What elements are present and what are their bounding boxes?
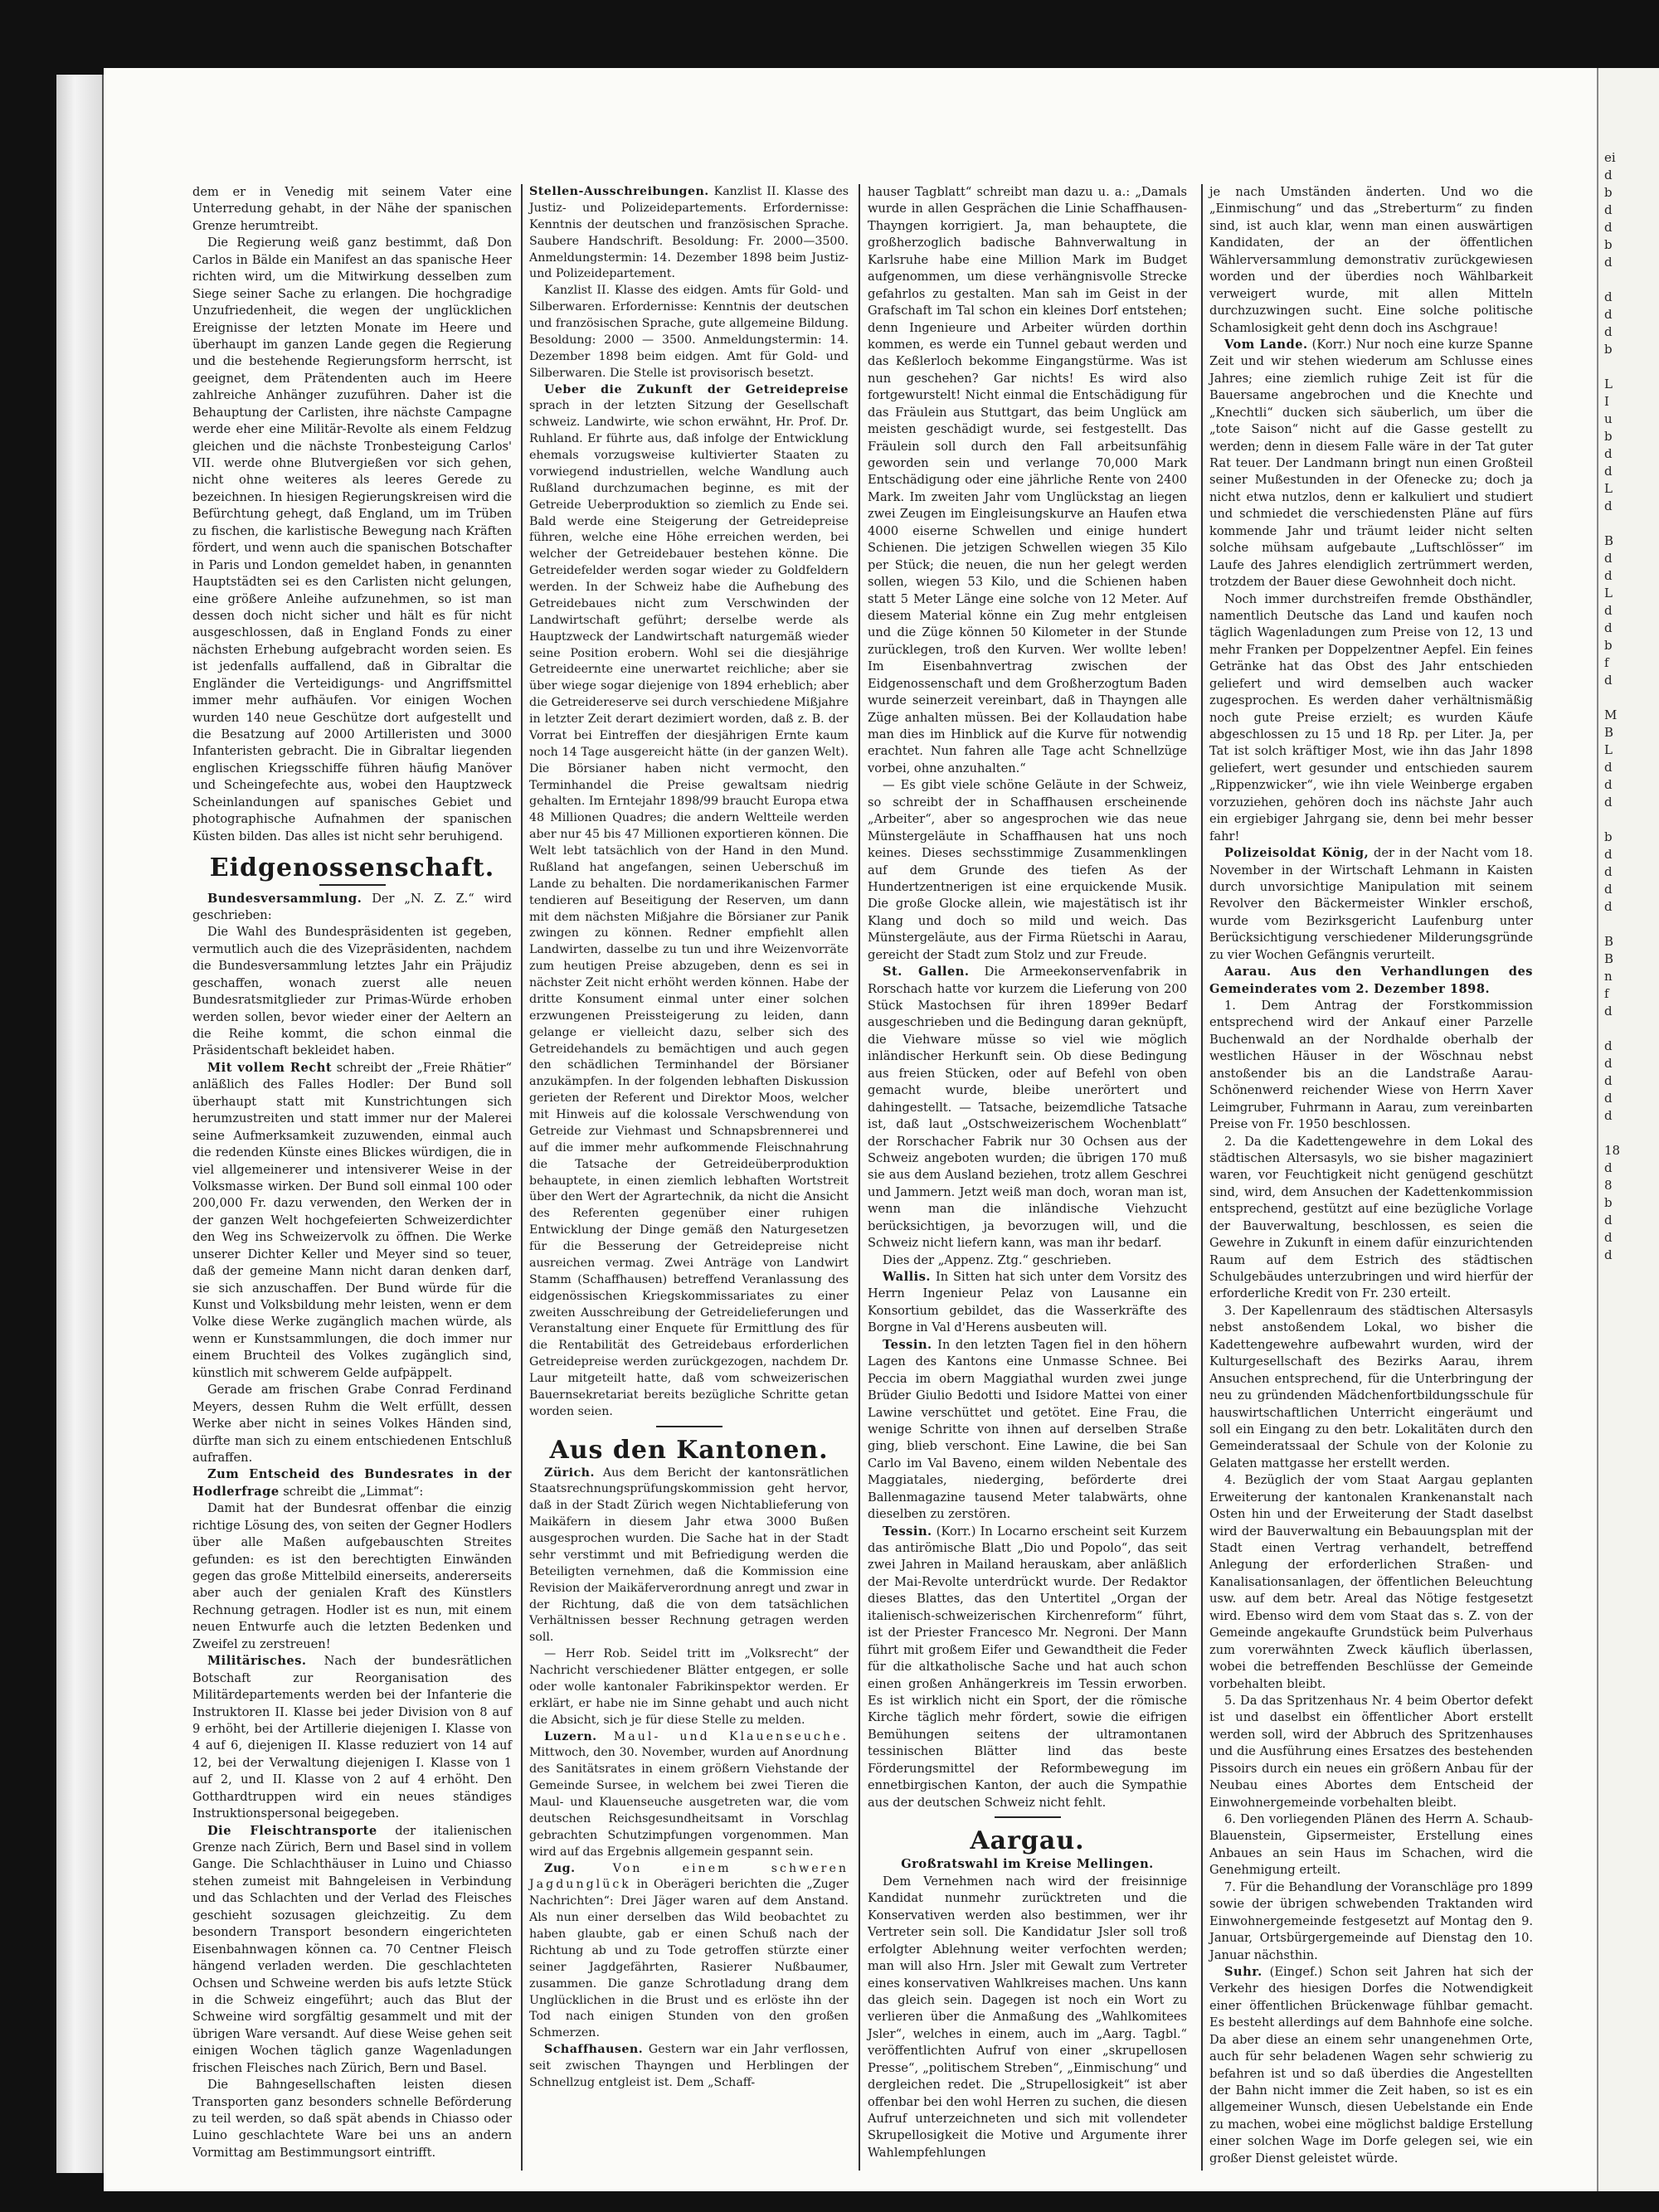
headline: Zürich.: [544, 1466, 595, 1480]
paragraph: — Es gibt viele schöne Geläute in der Schweiz, so schreibt der in Schaffhausen erscheinende „Arbeiter“, aber so angesprochen wie das neue Münstergeläute in Schaffhausen hat uns noch keines. Dieses sechsstimmige Zusammenklingen auf dem Grunde des tiefen As der Hundertzentnerigen ist eine erquickende Musik. Die große Glocke allein, wie majestätisch ist ihr Klang und doch so mild und weich. Das Münstergeläute, aus der Firma Rüetschi in Aarau, gereicht der Stadt zum Stolz und zur Freude.: [868, 778, 1187, 962]
headline: Schaffhausen.: [544, 2043, 644, 2057]
headline: Zug.: [544, 1861, 576, 1875]
headline: Mit vollem Recht: [207, 1060, 333, 1075]
headline: Suhr.: [1224, 1964, 1262, 1979]
paragraph: der italienischen Grenze nach Zürich, Bern und Basel sind in vollem Gange. Die Schlachthäuser in Luino und Chiasso stehen zumeist mit Bahngeleisen in Verbindung und das Schlachten und der Verlad des Fleisches geschieht sozusagen gleichzeitig. Zu dem besondern Transport besondern eingerichteten Eisenbahnwagen können ca. 70 Centner Fleisch hängend verladen werden. Die geschlachteten Ochsen und Schweine werden bis aufs letzte Stück in die Schweiz eingeführt; auch das Blut der Schweine wird sorgfältig gesammelt und mit der übrigen Ware versandt. Auf diese Weise gehen seit einigen Wochen täglich ganze Wagenladungen frischen Fleisches nach Zürich, Bern und Basel.: [192, 1823, 512, 2075]
headline: Bundesversammlung.: [207, 891, 362, 906]
subheadline: Von einem schweren Jagdunglück: [529, 1861, 849, 1892]
headline: Luzern.: [544, 1729, 597, 1743]
paragraph: In den letzten Tagen fiel in den höhern Lagen des Kantons eine Unmasse Schnee. Bei Peccia im obern Maggiathal wurden zwei junge Brüder Giulio Bedotti und Isidore Mattei von einer Lawine verschüttet und getötet. Eine Frau, die wenige Schritte von ihnen auf derselben Straße ging, blieb verschont. Eine Lawine, die bei San Carlo im Val Baveno, einem wilden Nebentale des Maggiatales, niederging, beförderte drei Ballenmagazine tausend Meter talabwärts, ohne dieselben zu zerstören.: [868, 1337, 1187, 1522]
headline: Tessin.: [883, 1524, 932, 1539]
subheadline: Maul- und Klauenseuche.: [613, 1729, 849, 1743]
paragraph: Dies der „Appenz. Ztg.“ geschrieben.: [883, 1252, 1112, 1267]
column-rule: [1201, 184, 1203, 2171]
paragraph: Die Regierung weiß ganz bestimmt, daß Don Carlos in Bälde ein Manifest an das spanische Heer richten wird, um die Mitwirkung desselben zum Siege seiner Sache zu erlangen. Die hochgradige Unzufriedenheit, die wegen der unglücklichen Ereignisse der letzten Monate im Heere und überhaupt im ganzen Lande gegen die Regierung und die bestehende Regierungsform herrscht, ist geeignet, dem Prätendenten auch im Heere zahlreiche Anhänger zuzuführen. Daher ist die Behauptung der Carlisten, ihre nächste Campagne werde eher eine Militär-Revolte als einem Feldzug gleichen und die nächste Tronbesteigung Carlos' VII. werde ohne Blutvergießen vor sich gehen, nicht ohne weiteres als leeres Gerede zu bezeichnen. In hiesigen Regierungskreisen wird die Befürchtung gehegt, daß England, um im Trüben zu fischen, die karlistische Bewegung nach Kräften fördert, und wenn auch die spanischen Botschafter in Paris und London gemeldet haben, in genannten Hauptstädten sei es den Carlisten nicht gelungen, eine größere Anleihe aufzunehmen, so ist man dessen doch nicht sicher und hält es für nicht ausgeschlossen, daß in England Fonds zu einer nächsten Erhebung aufgebracht worden seien. Es ist jedenfalls auffallend, daß in Gibraltar die Engländer die Verteidigungs- und Angriffsmittel immer mehr aufhäufen. Vor einigen Wochen wurden 140 neue Geschütze dort aufgestellt und die Besatzung auf 2000 Artilleristen und 3000 Infanteristen gebracht. Die in Gibraltar liegenden englischen Kriegsschiffe führen häufig Manöver und Scheingefechte aus, wobei den Hauptzweck Scheinlandungen auf spanisches Gebiet und photographische Aufnahmen der spanischen Küsten bilden. Das alles ist nicht sehr beruhigend.: [192, 236, 512, 843]
paragraph: Damit hat der Bundesrat offenbar die einzig richtige Lösung des, von seiten der Gegner Hodlers über alle Maßen aufgebauschten Streites gefunden: es ist den berechtigten Einwänden gegen das große Mittelbild einerseits, andererseits aber auch der genialen Kraft des Künstlers Rechnung getragen. Hodler ist es nun, mit einem neuen Entwurfe auch die letzten Bedenken und Zweifel zu zerstreuen!: [192, 1501, 512, 1651]
headline: Stellen-Ausschreibungen.: [529, 185, 709, 198]
headline: Militärisches.: [207, 1654, 307, 1669]
headline: Vom Lande.: [1224, 337, 1308, 352]
paragraph: der in der Nacht vom 18. November in der Wirtschaft Lehmann in Kaisten durch unvorsichtige Manipulation mit seinem Revolver den Bäckermeister Winkler erschoß, wurde vom Bezirksgericht Laufenburg unter Berücksichtigung verschiedener Milderungsgründe zu vier Wochen Gefängnis verurteilt.: [1209, 846, 1533, 962]
column-2: [529, 184, 849, 2092]
headline: Die Fleischtransporte: [207, 1823, 377, 1838]
paragraph: 2. Da die Kadettengewehre in dem Lokal des städtischen Altersasyls, wo sie bisher magaziniert waren, vor Feuchtigkeit nicht genügend geschützt sind, wird, dem Ansuchen der Kadettenkommission entsprechend, gestützt auf eine bezügliche Vorlage der Bauverwaltung, beschlossen, es seien die Gewehre in Zukunft in einem dafür einzurichtenden Raum auf dem Estrich des städtischen Schulgebäudes unterzubringen und wird hierfür der erforderliche Kredit von Fr. 230 erteilt.: [1209, 1134, 1533, 1301]
paragraph: hauser Tagblatt“ schreibt man dazu u. a.: „Damals wurde in allen Gesprächen die Linie Schaffhausen-Thayngen korrigiert. Ja, man behauptete, die großherzoglich badische Bahnverwaltung in Karlsruhe habe eine Million Mark im Budget aufgenommen, um diese verhängnisvolle Strecke gefahrlos zu gestalten. Man sah im Geist in der Grafschaft im Tal schon ein kleines Dorf entstehen; denn Ingenieure und Arbeiter würden dorthin kommen, es werde ein Tunnel gebaut werden und das Keßlerloch bekomme Eingangstürme. Was ist nun geschehen? Gar nichts! Es wird also fortgewurstelt! Nicht einmal die Entschädigung für das Fräulein aus Stuttgart, das beim Unglück am meisten geschädigt wurde, sei festgestellt. Das Fräulein soll durch den Fall arbeitsunfähig geworden sein und verlange 70,000 Mark Entschädigung oder eine jährliche Rente von 2400 Mark. Im zweiten Jahr vom Unglückstag an liegen zwei Zeugen im Eingleisungskurve an Haufen etwa 4000 eiserne Schwellen und einige hundert Schienen. Die jetzigen Schwellen wiegen 35 Kilo per Stück; die neuen, die nun her gelegt werden sollen, wiegen 53 Kilo, und die Schienen haben statt 5 Meter Länge eine solche von 12 Meter. Auf diesem Material könne ein Zug mehr entgleisen und die Züge können 50 Kilometer in der Stunde zurücklegen, troß den Kurven. Wer wollte leben! Im Eisenbahnvertrag zwischen der Eidgenossenschaft und dem Großherzogtum Baden wurde seinerzeit vereinbart, daß in Thayngen alle Züge anhalten müssen. Bei der Kollaudation habe man dies im Hinblick auf die Kurve für notwendig erachtet. Nun fahren alle Tage acht Schnellzüge vorbei, ohne anzuhalten.“: [868, 185, 1187, 775]
paragraph: Die Armeekonservenfabrik in Rorschach hatte vor kurzem die Lieferung von 200 Stück Mastochsen für ihren 1899er Bedarf ausgeschrieben und die Bedingung daran geknüpft, die Viehware müsse so viel wie möglich inländischer Herkunft sein. Ob diese Bedingung aus freien Stücken, oder auf Befehl von oben gemacht wurde, bleibe unerörtert und dahingestellt. — Tatsache, beizemdliche Tatsache ist, daß laut „Ostschweizerischem Wochenblatt“ der Rorschacher Fabrik nur 30 Ochsen aus der Schweiz angeboten wurden; die übrigen 170 muß sie aus dem Ausland beziehen, trotz allem Geschrei und Jammern. Jetzt weiß man doch, woran man ist, wenn man die inländische Viehzucht berücksichtigen, ja bevorzugen will, und die Schweiz nicht liefern kann, was man ihr bedarf.: [868, 965, 1187, 1251]
divider: [319, 884, 386, 886]
section-title-eidgenossenschaft: Eidgenossenschaft.: [209, 853, 495, 883]
paragraph: Noch immer durchstreifen fremde Obsthändler, namentlich Deutsche das Land und kaufen noch täglich Wagenladungen zum Preise von 12, 13 und mehr Franken per Doppelzentner Aepfel. Ein feines Getränke hat das Obst des Jahr entschieden geliefert und wird demselben auch wacker zugesprochen. Es werden daher verhältnismäßig noch gute Preise erzielt; es wurden Käufe abgeschlossen zu 15 und 18 Rp. per Liter. Ja, per Tat ist solch kräftiger Most, wie ihn das Jahr 1898 geliefert, wert gesunder und entschieden saurem „Rippenzwicker“, wie ihn viele Weinberge ergaben vorzuziehen, gehören doch ins nächste Jahr auch ein ergiebiger Jahrgang sie, denn bei mehr besser fahr!: [1209, 591, 1533, 843]
column-rule: [521, 184, 523, 2171]
headline: Aarau.: [1224, 965, 1272, 980]
paragraph: In Sitten hat sich unter dem Vorsitz des Herrn Ingenieur Pelaz von Lausanne ein Konsortium gebildet, das die Wasserkräfte des Borgne in Val d'Herens ausbeuten will.: [868, 1270, 1187, 1335]
headline: Polizeisoldat König,: [1224, 846, 1370, 861]
paragraph: in Oberägeri berichten die „Zuger Nachrichten“: Drei Jäger waren auf dem Anstand. Als nun einer derselben das Wild beobachtet zu haben glaubte, gab er einen Schuß nach der Richtung ab und zu Tode getroffen stürzte einer seiner Jagdgefährten, Rasierer Nußbaumer, zusammen. Die ganze Schrotladung drang dem Unglücklichen in die Brust und es erlöste ihn der Tod nach einigen Stunden von den großen Schmerzen.: [529, 1878, 849, 2040]
paragraph: 5. Da das Spritzenhaus Nr. 4 beim Obertor defekt ist und daselbst ein öffentlicher Abort erstellt werden soll, wird der Abbruch des Spritzenhauses und die Ausführung eines Ersatzes des bestehenden Pissoirs durch ein neues ein größern Anbau für der Neubau eines Abortes dem Entscheid der Einwohnergemeinde vorbehalten bleibt.: [1209, 1693, 1533, 1810]
divider: [656, 1426, 722, 1427]
paragraph: 4. Bezüglich der vom Staat Aargau geplanten Erweiterung der kantonalen Krankenanstalt nach Osten hin und der Erweiterung der Stadt daselbst wird der Bauverwaltung ein Bebauungsplan mit der Stadt einen Vertrag verhandelt, betreffend Anlegung der erforderlichen Straßen- und Kanalisationsanlagen, der öffentlichen Beleuchtung usw. auf dem betr. Areal das Nötige festgesetzt wird. Ebenso wird dem vom Staat das s. Z. von der Gemeinde angekaufte Grundstück beim Pulverhaus zum vorerwähnten Zweck käuflich überlassen, wobei die betreffenden Beschlüsse der Gemeinde vorbehalten bleibt.: [1209, 1473, 1533, 1691]
headline: Ueber die Zukunft der Getreidepreise: [544, 382, 849, 396]
paragraph: Gerade am frischen Grabe Conrad Ferdinand Meyers, dessen Ruhm die Welt erfüllt, dessen Werke aber nicht in seines Volkes Händen sind, dürfte man sich zu einem entschiedenen Entschluß aufraffen.: [192, 1383, 512, 1465]
paragraph: Kanzlist II. Klasse des eidgen. Amts für Gold- und Silberwaren. Erfordernisse: Kenntnis der deutschen und französischen Sprache, gute allgemeine Bildung. Besoldung: 2000 — 3500. Anmeldungstermin: 14. Dezember 1898 beim eidgen. Amt für Gold- und Silberwaren. Die Stelle ist provisorisch besetzt.: [529, 284, 849, 380]
paragraph: 3. Der Kapellenraum des städtischen Altersasyls nebst anstoßendem Lokal, wo bisher die Kadettengewehre aufbewahrt wurden, wird der Kulturgesellschaft des Bezirks Aarau, ihrem Ansuchen entsprechend, für die Unterbringung der neu zu gründenden Mädchenfortbildungsschule für hauswirtschaftlichen Unterricht eingeräumt und soll ein Eingang zu den betr. Lokalitäten durch den Gemeinderatssaal der Schule von der Kolonie zu Gelaten mattgasse her erstellt werden.: [1209, 1303, 1533, 1471]
column-1: [192, 184, 512, 2161]
column-rule: [859, 184, 860, 2171]
paragraph: Mittwoch, den 30. November, wurden auf Anordnung des Sanitätsrates in einem größern Viehstande der Gemeinde Sursee, in welchem bei zwei Tieren die Maul- und Klauenseuche ausgetreten war, die vom deutschen Reichsgesundheitsamt in Vorschlag gebrachten Schutzimpfungen vorgenommen. Man wird auf das Ergebnis allgemein gespannt sein.: [529, 1746, 849, 1859]
paragraph: Der „N. Z. Z.“ wird geschrieben:: [192, 891, 512, 922]
section-title-kantonen: Aus den Kantonen.: [549, 1435, 829, 1465]
column-4: [1209, 184, 1533, 2167]
divider: [995, 1816, 1061, 1818]
adjacent-page-text: ei d b d d b d d d d b L I u b d d L d B d d L d d b f d M B L d d d b d d d d B B n f d d d d d d 18 d 8 b d d d: [1604, 150, 1621, 1262]
section-title-aargau: Aargau.: [970, 1826, 1085, 1855]
paragraph: Nach der bundesrätlichen Botschaft zur Reorganisation des Militärdepartements werden bei der Infanterie die Instruktoren II. Klasse bei jeder Division von 8 auf 9 erhöht, bei der Artillerie diejenigen I. Klasse von 4 auf 6, diejenigen II. Klasse reduziert von 14 auf 12, bei der Verwaltung diejenigen I. Klasse von 1 auf 2, und II. Klasse von 2 auf 4 erhöht. Den Gotthardtruppen wird ein neues ständiges Instruktionspersonal beigegeben.: [192, 1654, 512, 1821]
headline: Zum Entscheid des Bundesrates in der Hodlerfrage: [192, 1467, 512, 1499]
paragraph: Aus dem Bericht der kantonsrätlichen Staatsrechnungsprüfungskommission geht hervor, daß in der Stadt Zürich wegen Nichtablieferung von Maikäfern in diesem Jahr etwa 3000 Bußen ausgesprochen wurden. Die Sache hat in der Stadt sehr verstimmt und mit Befriedigung werden die Beteiligten vernehmen, daß die Kommission eine Revision der Maikäferverordnung anregt und zwar in der Richtung, daß die von dem tatsächlichen Verhältnissen besser Rechnung getragen werden soll.: [529, 1466, 849, 1645]
paragraph: 1. Dem Antrag der Forstkommission entsprechend wird der Ankauf einer Parzelle Buchenwald an der Nordhalde oberhalb der westlichen Häuser in der Wöschnau nebst anstoßender bis an die Landstraße Aarau-Schönenwerd reichender Wiese von Herrn Xaver Leimgruber, Fuhrmann in Aarau, zum vereinbarten Preise von Fr. 1950 beschlossen.: [1209, 999, 1533, 1132]
paragraph: schreibt der „Freie Rhätier“ anläßlich des Falles Hodler: Der Bund soll überhaupt statt mit Kunstrichtungen sich herumzustreiten und statt immer nur der Malerei seine Aufmerksamkeit zuzuwenden, einmal auch die redenden Künste eines Blickes würdigen, die in viel allgemeinerer und intensiverer Weise in der Volksmasse wirken. Der Bund soll einmal 100 oder 200,000 Fr. dazu verwenden, den Werken der in der ganzen Welt hochgefeierten Schweizerdichter den Weg ins Schweizervolk zu öffnen. Die Werke unserer Dichter Keller und Meyer sind so teuer, daß der gemeine Mann nicht daran denken darf, sie sich anzuschaffen. Der Bund würde für die Kunst und Volksbildung mehr leisten, wenn er dem Volke diese Werke zugänglich machen würde, als wenn er Kunstsammlungen, die doch immer nur einem Bruchteil des Volkes zugänglich sind, künstlich mit schwerem Gelde aufpäppelt.: [192, 1060, 513, 1380]
paragraph: Kanzlist II. Klasse des Justiz- und Polizeidepartements. Erfordernisse: Kenntnis der deutschen und französischen Sprache. Saubere Handschrift. Besoldung: Fr. 2000—3500. Anmeldungstermin: 14. Dezember 1898 beim Justiz- und Polizeidepartement.: [529, 185, 849, 281]
paragraph: (Korr.) In Locarno erscheint seit Kurzem das antirömische Blatt „Dio und Popolo“, das seit zwei Jahren in Mailand herauskam, aber anläßlich der Mai-Revolte unterdrückt wurde. Der Redaktor dieses Blattes, das den Untertitel „Organ der italienisch-schweizerischen Kirchenreform“ führt, ist der Priester Francesco Mr. Negroni. Der Mann führt mit großem Eifer und Gewandtheit die Feder für die altkatholische Sache und hat auch schon einen großen Anhängerkreis im Tessin erworben. Es ist wirklich nicht ein Sport, der die römische Kirche täglich mehr fördert, sowie die eifrigen Bemühungen seitens der ultramontanen tessinischen Blätter lind das beste Förderungsmittel der Reformbewegung im ennetbirgischen Kanton, der auch die Sympathie aus der deutschen Schweiz nicht fehlt.: [868, 1524, 1187, 1810]
headline: Tessin.: [883, 1337, 932, 1352]
binding-spine: [56, 75, 105, 2173]
paragraph: schreibt die „Limmat“:: [279, 1484, 424, 1499]
paragraph: Die Wahl des Bundespräsidenten ist gegeben, vermutlich auch die des Vizepräsidenten, nachdem die Bundesversammlung letztes Jahr ein Präjudiz geschaffen, wonach zuerst alle neuen Bundesratsmitglieder zur Primas-Würde erhoben werden sollen, bevor wieder einer der Aeltern an die Reihe kommt, die schon einmal die Präsidentschaft bekleidet haben.: [192, 925, 512, 1058]
paragraph: Die Bahngesellschaften leisten diesen Transporten ganz besonders schnelle Beförderung zu teil werden, so daß spät abends in Chiasso oder Luino geschlachtete Ware bei uns an andern Vormittag am Bestimmungsort eintrifft.: [192, 2078, 512, 2160]
column-3: [868, 184, 1187, 2161]
paragraph: (Eingef.) Schon seit Jahren hat sich der Verkehr des hiesigen Dorfes die Notwendigkeit einer öffentlichen Brückenwage fühlbar gemacht. Es besteht allerdings auf dem Bahnhofe eine solche. Da aber diese an einem sehr unangenehmen Orte, auch für sehr beladenen Wagen sehr schwierig zu befahren ist und so daß überdies die Angestellten der Bahn nicht immer die Zeit haben, so ist es ein allgemeiner Wunsch, diesen Uebelstande ein Ende zu machen, wobei eine möglichst baldige Erstellung einer solchen Wage im Dorfe gelegen sei, wie ein großer Dienst geleistet würde.: [1209, 1964, 1533, 2166]
paragraph: je nach Umständen änderten. Und wo die „Einmischung“ und das „Streberturm“ zu finden sind, ist auch klar, wenn man einen auswärtigen Kandidaten, der an der öffentlichen Wählerversammlung demonstrativ zurückgewiesen worden und der überdies noch Wählbarkeit verweigert wurde, mit allen Mitteln durchzuzwingen sucht. Eine solche politische Schamlosigkeit geht denn doch ins Aschgraue!: [1209, 185, 1533, 335]
headline: St. Gallen.: [883, 965, 970, 980]
headline: Großratswahl im Kreise Mellingen.: [901, 1857, 1154, 1872]
subheadline: Aus den Verhandlungen des Gemeinderates vom 2. Dezember 1898.: [1209, 965, 1533, 996]
paragraph: 7. Für die Behandlung der Voranschläge pro 1899 sowie der übrigen schwebenden Traktanden wird Einwohnergemeinde festgesetzt auf Montag den 9. Januar, Ortsbürgergemeinde auf Dienstag den 10. Januar nächsthin.: [1209, 1879, 1533, 1962]
paragraph: sprach in der letzten Sitzung der Gesellschaft schweiz. Landwirte, wie schon erwähnt, Hr. Prof. Dr. Ruhland. Er führte aus, daß infolge der Entwicklung ehemals vorzugsweise kultivierter Staaten zu vorwiegend industriellen, welche Wandlung auch Rußland durchzumachen beginne, es mit der Getreide Ueberproduktion so ziemlich zu Ende sei. Bald werde eine Steigerung der Getreidepreise führen, welche eine Höhe erreichen werden, bei welcher der Getreidebauer bestehen könne. Die Getreidefelder werden sogar wieder zu Goldfeldern werden. In der Schweiz habe die Aufhebung des Getreidebaues nicht zum Verschwinden der Landwirtschaft geführt; derselbe werde als Hauptzweck der Landwirtschaft naturgemäß wieder seine Position erobern. Wohl sei die diesjährige Getreideernte eine unerwartet reichliche; aber sie über wiege sogar diejenige von 1894 erheblich; aber die Getreidereserve sei durch verschiedene Mißjahre in letzter Zeit derart dezimiert worden, daß z. B. der Vorrat bei Eintreffen der diesjährigen Ernte kaum noch 14 Tage ausgereicht hätte (in der ganzen Welt). Die Börsianer haben nicht vermocht, den Terminhandel die Preise gewaltsam niedrig gehalten. Im Erntejahr 1898/99 braucht Europa etwa 48 Millionen Quadres; die andern Weltteile werden aber nur 45 bis 47 Millionen exportieren können. Die Welt lebt tatsächlich von der Hand in den Mund. Rußland hat angefangen, seinen Ueberschuß im Lande zu behalten. Die nordamerikanischen Farmer tendieren auf Beseitigung der Reserven, um dann mit dem nächsten Mißjahre die Börsianer zur Panik zwingen zu können. Redner empfiehlt allen Landwirten, dasselbe zu tun und ihre Weizenvorräte zum heutigen Preise abzugeben, denn es sei in nächster Zeit nicht erhöht werden können. Habe der dritte Konsument einmal unter einer solchen erzwungenen Preissteigerung zu leiden, dann gelange er vielleicht dazu, selber sich des Getreidehandels zu bemächtigen und auch gegen den schädlichen Terminhandel der Börsianer anzukämpfen. In der folgenden lebhaften Diskussion gerieten der Referent und Direktor Moos, welcher mit Hinweis auf die kolossale Verschwendung von Getreide zur Viehmast und Schnapsbrennerei und auf die immer mehr aufkommende Fleischnahrung die Tatsache der Getreideüberproduktion behauptete, in einen ziemlich lebhaften Wortstreit über den Wert der Agrartechnik, da nicht die Ansicht des Referenten gegenüber einer ruhigen Entwicklung der Dinge gemäß den Naturgesetzen für die Besserung der Getreidepreise nicht ausreichen vermag. Zwei Anträge von Landwirt Stamm (Schaffhausen) betreffend Veranlassung des eidgenössischen Kriegskommissariates zu einer zweiten Ausschreibung der Getreidelieferungen und Veranstaltung einer Enquete für Ermittlung des für die Rentabilität des Getreidebaus erforderlichen Getreidepreise werden zurückgezogen, nachdem Dr. Laur mitgeteilt hatte, daß vom schweizerischen Bauernsekretariat bereits bezügliche Schritte getan worden seien.: [529, 399, 849, 1418]
paragraph: (Korr.) Nur noch eine kurze Spanne Zeit und wir stehen wiederum am Schlusse eines Jahres; eine ziemlich ruhige Zeit ist für die Bauersame angebrochen und die Knechte und „Knechtli“ ducken sich säuberlich, um über die „tote Saison“ nicht auf die Gasse gestellt zu werden; denn in diesem Falle wäre in der Tat guter Rat teuer. Der Landmann bringt nun einen Großteil seiner Mußestunden in der Ofenecke zu; doch ja nicht etwa nutzlos, denn er kalkuliert und studiert und schmiedet die verschiedensten Pläne auf fürs kommende Jahr und träumt leider nicht selten solche mühsam aufgebaute „Luftschlösser“ im Laufe des Jahres elendiglich zertrümmert werden, trotzdem der Bauer diese Gewohnheit doch nicht.: [1209, 337, 1534, 590]
paragraph: Dem Vernehmen nach wird der freisinnige Kandidat nunmehr zurücktreten und die Konservativen werden also bestimmen, wer ihr Vertreter sein soll. Die Kandidatur Jsler soll troß erfolgter Ablehnung weiter verfochten werden; man will also Hrn. Jsler mit Gewalt zum Vertreter eines konservativen Wahlkreises machen. Uns kann das gleich sein. Dagegen ist noch ein Wort zu verlieren über die Anmaßung des „Wahlkomitees Jsler“, welches in einem, auch im „Aarg. Tagbl.“ veröffentlichten Aufruf von einer „skrupellosen Presse“, „politischem Streben“, „Einmischung“ und dergleichen redet. Die „Strupellosigkeit“ ist aber offenbar bei den wohl Herren zu suchen, die diesen Aufruf unterzeichneten und sich mit vollendeter Skrupellosigkeit die Motive und Argumente ihrer Wahlempfehlungen: [868, 1874, 1187, 2160]
paragraph: 6. Den vorliegenden Plänen des Herrn A. Schaub-Blauenstein, Gipsermeister, Erstellung eines Anbaues an sein Haus im Schachen, wird die Genehmigung erteilt.: [1209, 1812, 1533, 1878]
headline: Wallis.: [883, 1270, 932, 1284]
paragraph: dem er in Venedig mit seinem Vater eine Unterredung gehabt, in der Nähe der spanischen Grenze herumtreibt.: [192, 185, 512, 233]
paragraph: — Herr Rob. Seidel tritt im „Volksrecht“ der Nachricht verschiedener Blätter entgegen, er solle oder wolle kantonaler Fabrikinspektor werden. Er erklärt, er habe nie im Sinne gehabt und auch nicht die Absicht, sich je für diese Stelle zu melden.: [529, 1647, 849, 1727]
paragraph: Gestern war ein Jahr verflossen, seit zwischen Thayngen und Herblingen der Schnellzug entgleist ist. Dem „Schaff-: [529, 2043, 849, 2089]
